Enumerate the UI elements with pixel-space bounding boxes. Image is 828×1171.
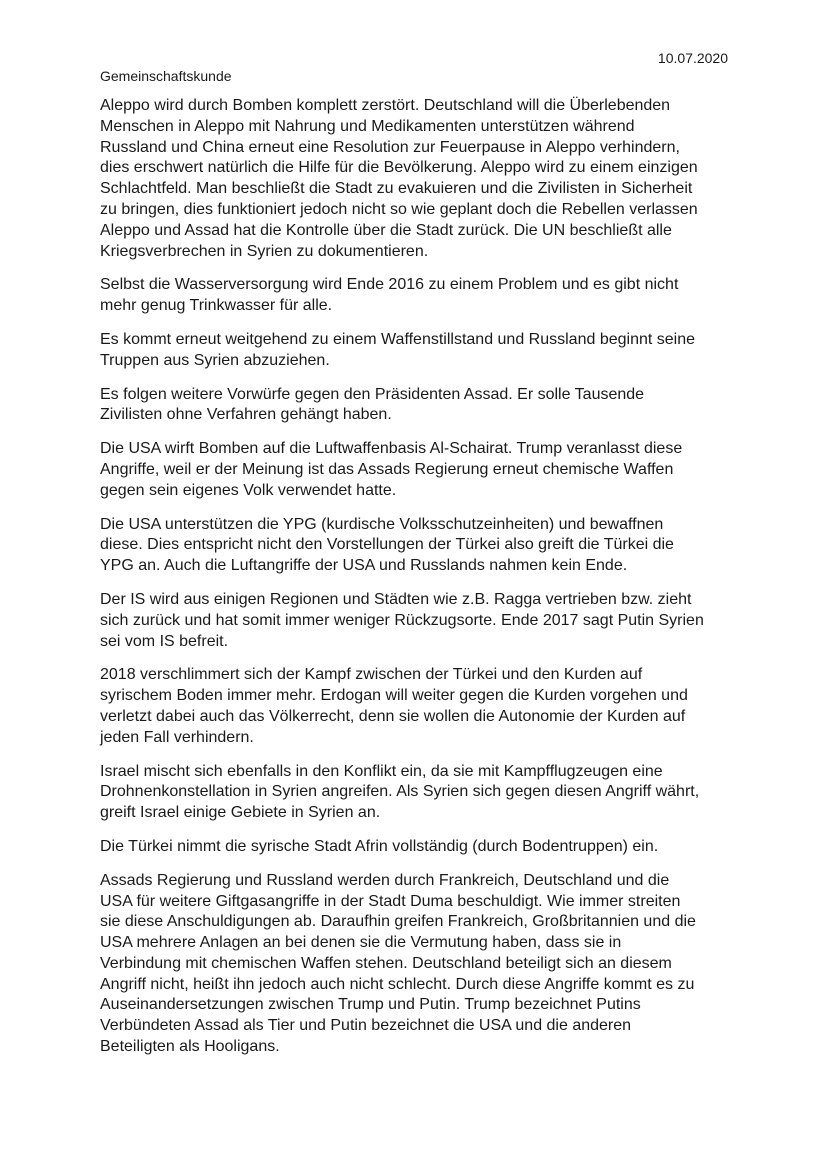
paragraph-line: Truppen aus Syrien abzuziehen. <box>100 351 330 369</box>
paragraph-line: zu bringen, dies funktioniert jedoch nicht so wie geplant doch die Rebellen verlassen <box>100 200 698 218</box>
paragraph-line: Es kommt erneut weitgehend zu einem Waffenstillstand und Russland beginnt seine <box>100 330 696 348</box>
paragraph-line: Russland und China erneut eine Resolution zur Feuerpause in Aleppo verhindern, <box>100 138 680 156</box>
document-date: 10.07.2020 <box>657 50 728 66</box>
paragraph <box>100 837 734 858</box>
paragraph-line: USA mehrere Anlagen an bei denen sie die Vermutung haben, dass sie in <box>100 934 622 952</box>
paragraph-line: Verbindung mit chemischen Waffen stehen. Deutschland beteiligt sich an diesem <box>100 954 672 972</box>
paragraph-line: Auseinandersetzungen zwischen Trump und Putin. Trump bezeichnet Putins <box>100 996 641 1014</box>
document-body <box>100 96 734 1071</box>
paragraph-line: Beteiligten als Hooligans. <box>100 1038 280 1056</box>
paragraph-line: Assads Regierung und Russland werden durch Frankreich, Deutschland und die <box>100 871 670 889</box>
paragraph-line: Kriegsverbrechen in Syrien zu dokumentieren. <box>100 242 429 260</box>
paragraph-line: Selbst die Wasserversorgung wird Ende 2016 zu einem Problem und es gibt nicht <box>100 276 679 294</box>
paragraph <box>100 762 734 824</box>
paragraph-line: Die USA unterstützen die YPG (kurdische Volksschutzeinheiten) und bewaffnen <box>100 515 664 533</box>
paragraph-line: YPG an. Auch die Luftangriffe der USA und Russlands nahmen kein Ende. <box>100 557 628 575</box>
paragraph-line: Aleppo und Assad hat die Kontrolle über die Stadt zurück. Die UN beschließt alle <box>100 221 672 239</box>
paragraph <box>100 439 734 501</box>
paragraph-line: Drohnenkonstellation in Syrien angreifen. Als Syrien sich gegen diesen Angriff währt, <box>100 783 700 801</box>
paragraph-line: Die Türkei nimmt die syrische Stadt Afrin vollständig (durch Bodentruppen) ein. <box>100 837 659 855</box>
paragraph-line: Angriff nicht, heißt ihn jedoch auch nicht schlecht. Durch diese Angriffe kommt es zu <box>100 975 695 993</box>
paragraph-line: diese. Dies entspricht nicht den Vorstellungen der Türkei also greift die Türkei die <box>100 536 674 554</box>
paragraph <box>100 385 734 427</box>
paragraph-line: Menschen in Aleppo mit Nahrung und Medikamenten unterstützen während <box>100 117 635 135</box>
paragraph-line: sich zurück und hat somit immer weniger Rückzugsorte. Ende 2017 sagt Putin Syrien <box>100 611 704 629</box>
paragraph-line: Der IS wird aus einigen Regionen und Städten wie z.B. Ragga vertrieben bzw. zieht <box>100 590 692 608</box>
paragraph-line: jeden Fall verhindern. <box>100 728 254 746</box>
paragraph-line: mehr genug Trinkwasser für alle. <box>100 297 333 315</box>
paragraph <box>100 871 734 1058</box>
paragraph <box>100 515 734 577</box>
paragraph-line: USA für weitere Giftgasangriffe in der Stadt Duma beschuldigt. Wie immer streiten <box>100 892 681 910</box>
paragraph-line: dies erschwert natürlich die Hilfe für die Bevölkerung. Aleppo wird zu einem einzigen <box>100 159 698 177</box>
paragraph-line: verletzt dabei auch das Völkerrecht, denn sie wollen die Autonomie der Kurden auf <box>100 707 686 725</box>
paragraph <box>100 96 734 262</box>
paragraph-line: Es folgen weitere Vorwürfe gegen den Präsidenten Assad. Er solle Tausende <box>100 385 645 403</box>
paragraph-line: Angriffe, weil er der Meinung ist das Assads Regierung erneut chemische Waffen <box>100 460 674 478</box>
paragraph <box>100 665 734 748</box>
paragraph-line: sie diese Anschuldigungen ab. Daraufhin greifen Frankreich, Großbritannien und die <box>100 913 696 931</box>
paragraph-line: Israel mischt sich ebenfalls in den Konflikt ein, da sie mit Kampfflugzeugen eine <box>100 762 663 780</box>
paragraph <box>100 330 734 372</box>
paragraph-line: syrischem Boden immer mehr. Erdogan will weiter gegen die Kurden vorgehen und <box>100 687 688 705</box>
paragraph-line: Aleppo wird durch Bomben komplett zerstört. Deutschland will die Überlebenden <box>100 97 671 114</box>
paragraph-line: Zivilisten ohne Verfahren gehängt haben. <box>100 406 392 424</box>
paragraph-line: greift Israel einige Gebiete in Syrien an. <box>100 804 381 822</box>
paragraph-line: Verbündeten Assad als Tier und Putin bezeichnet die USA und die anderen <box>100 1017 632 1035</box>
paragraph-line: gegen sein eigenes Volk verwendet hatte. <box>100 481 397 499</box>
document-subject: Gemeinschaftskunde <box>100 68 232 84</box>
paragraph-line: 2018 verschlimmert sich der Kampf zwischen der Türkei und den Kurden auf <box>100 666 643 684</box>
paragraph-line: Die USA wirft Bomben auf die Luftwaffenbasis Al-Schairat. Trump veranlasst diese <box>100 440 683 458</box>
paragraph-line: Schlachtfeld. Man beschließt die Stadt zu evakuieren und die Zivilisten in Sicherheit <box>100 180 693 198</box>
paragraph-line: sei vom IS befreit. <box>100 632 229 650</box>
paragraph <box>100 590 734 652</box>
paragraph <box>100 275 734 317</box>
